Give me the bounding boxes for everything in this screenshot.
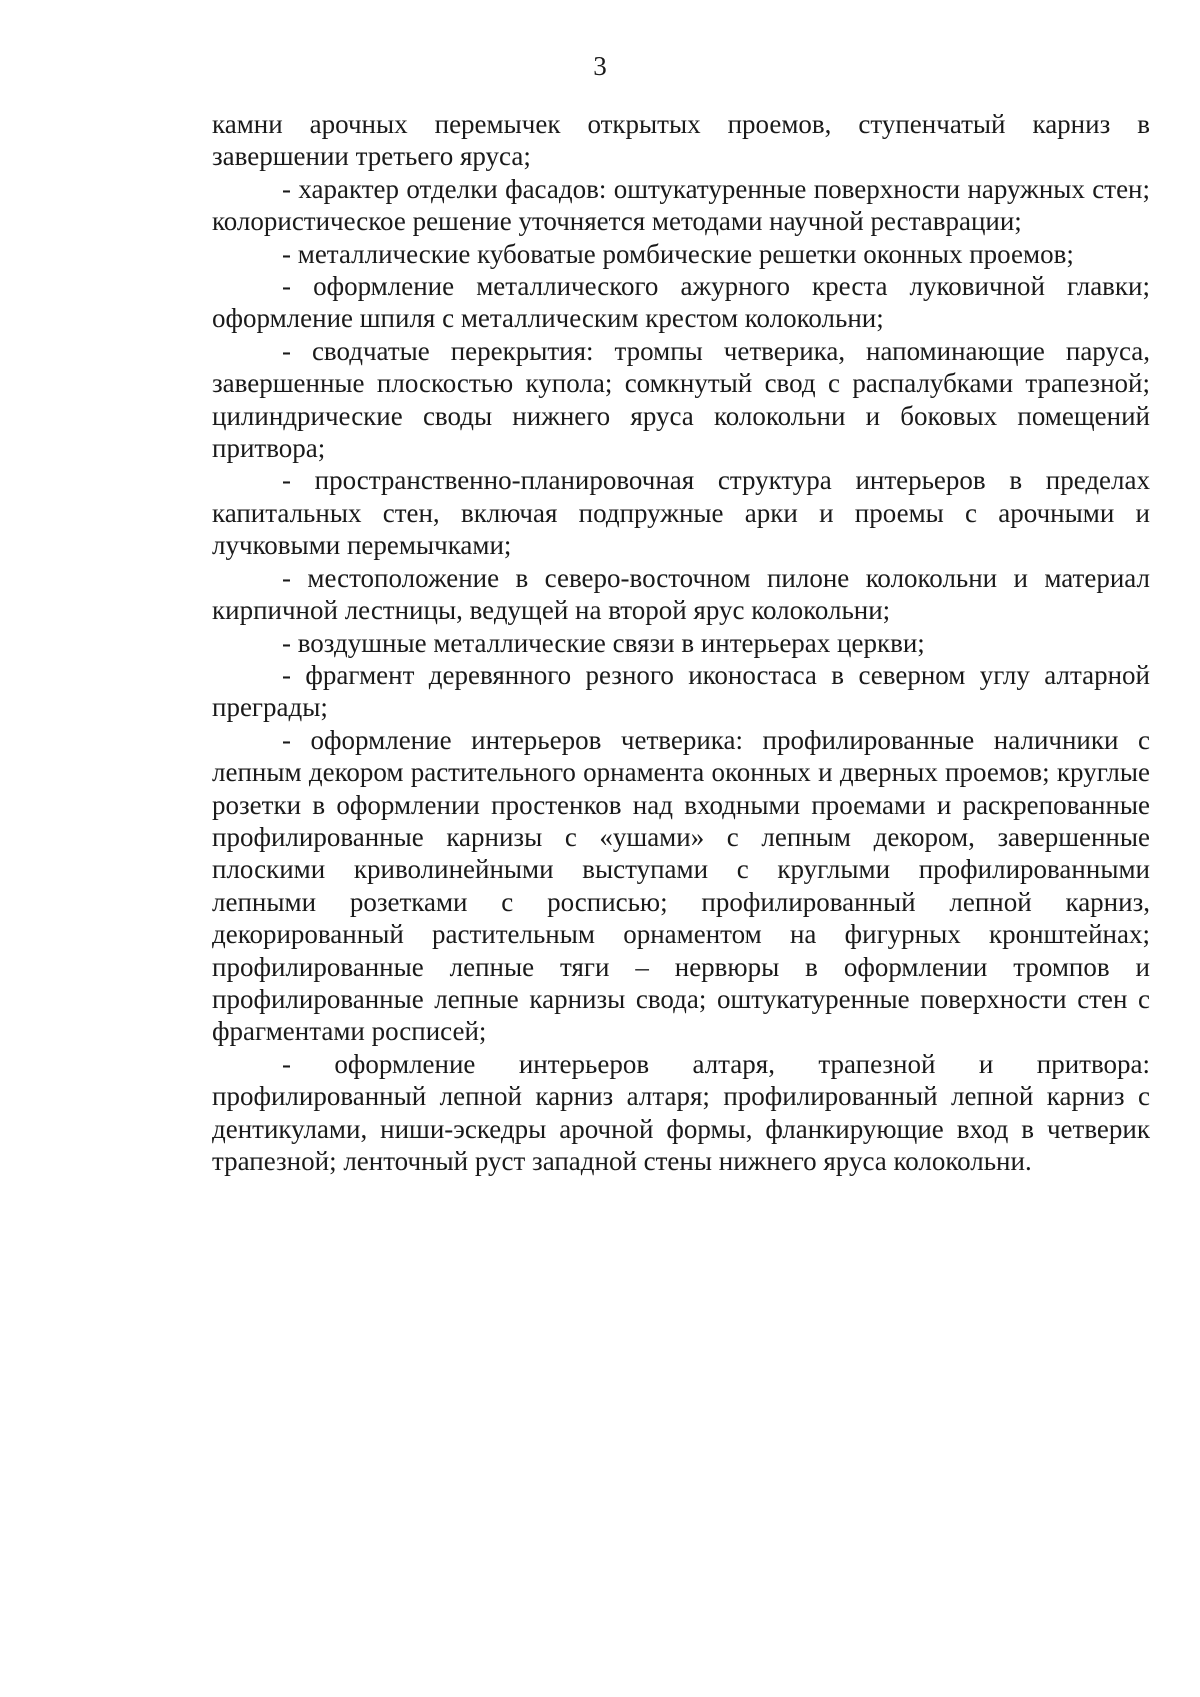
paragraph: - пространственно-планировочная структура интерьеров в пределах капитальных стен, включая подпружные арки и проемы с арочными и лучковыми перемычками; <box>212 465 1150 561</box>
page-number: 3 <box>593 51 607 81</box>
paragraph: - оформление интерьеров алтаря, трапезной и притвора: профилированный лепной карниз алтаря; профилированный лепной карниз с дентикулами, ниши-эскедры арочной формы, фланкирующие вход в четверик трапезной; ленточный руст западной стены нижнего яруса колокольни. <box>212 1048 1150 1176</box>
paragraph: - характер отделки фасадов: оштукатуренные поверхности наружных стен; колористическое решение уточняется методами научной реставрации; <box>212 173 1150 237</box>
paragraph: - воздушные металлические связи в интерьерах церкви; <box>282 627 925 658</box>
paragraph: - оформление металлического ажурного креста луковичной главки; оформление шпиля с металлическим крестом колокольни; <box>212 271 1150 334</box>
paragraph: - металлические кубоватые ромбические решетки оконных проемов; <box>282 238 1074 269</box>
paragraph: - оформление интерьеров четверика: профилированные наличники с лепным декором растительного орнамента оконных и дверных проемов; круглые розетки в оформлении простенков над входными проемами и раскрепованные профилированные карнизы с «ушами» с лепным декором, завершенные плоскими криволинейными выступами с круглыми профилированными лепными розетками с росписью; профилированный лепной карниз, декорированный растительным орнаментом на фигурных кронштейнах; профилированные лепные тяги – нервюры в оформлении тромпов и профилированные лепные карнизы свода; оштукатуренные поверхности стен с фрагментами росписей; <box>212 724 1150 1047</box>
paragraph: камни арочных перемычек открытых проемов, ступенчатый карниз в завершении третьего яруса; <box>212 109 1150 172</box>
paragraph: - сводчатые перекрытия: тромпы четверика, напоминающие паруса, завершенные плоскостью купола; сомкнутый свод с распалубками трапезной; цилиндрические своды нижнего яруса колокольни и боковых помещений притвора; <box>212 335 1150 464</box>
paragraph: - местоположение в северо-восточном пилоне колокольни и материал кирпичной лестницы, ведущей на второй ярус колокольни; <box>212 562 1150 626</box>
paragraph: - фрагмент деревянного резного иконостаса в северном углу алтарной преграды; <box>212 659 1150 723</box>
document-body <box>212 108 1150 1177</box>
